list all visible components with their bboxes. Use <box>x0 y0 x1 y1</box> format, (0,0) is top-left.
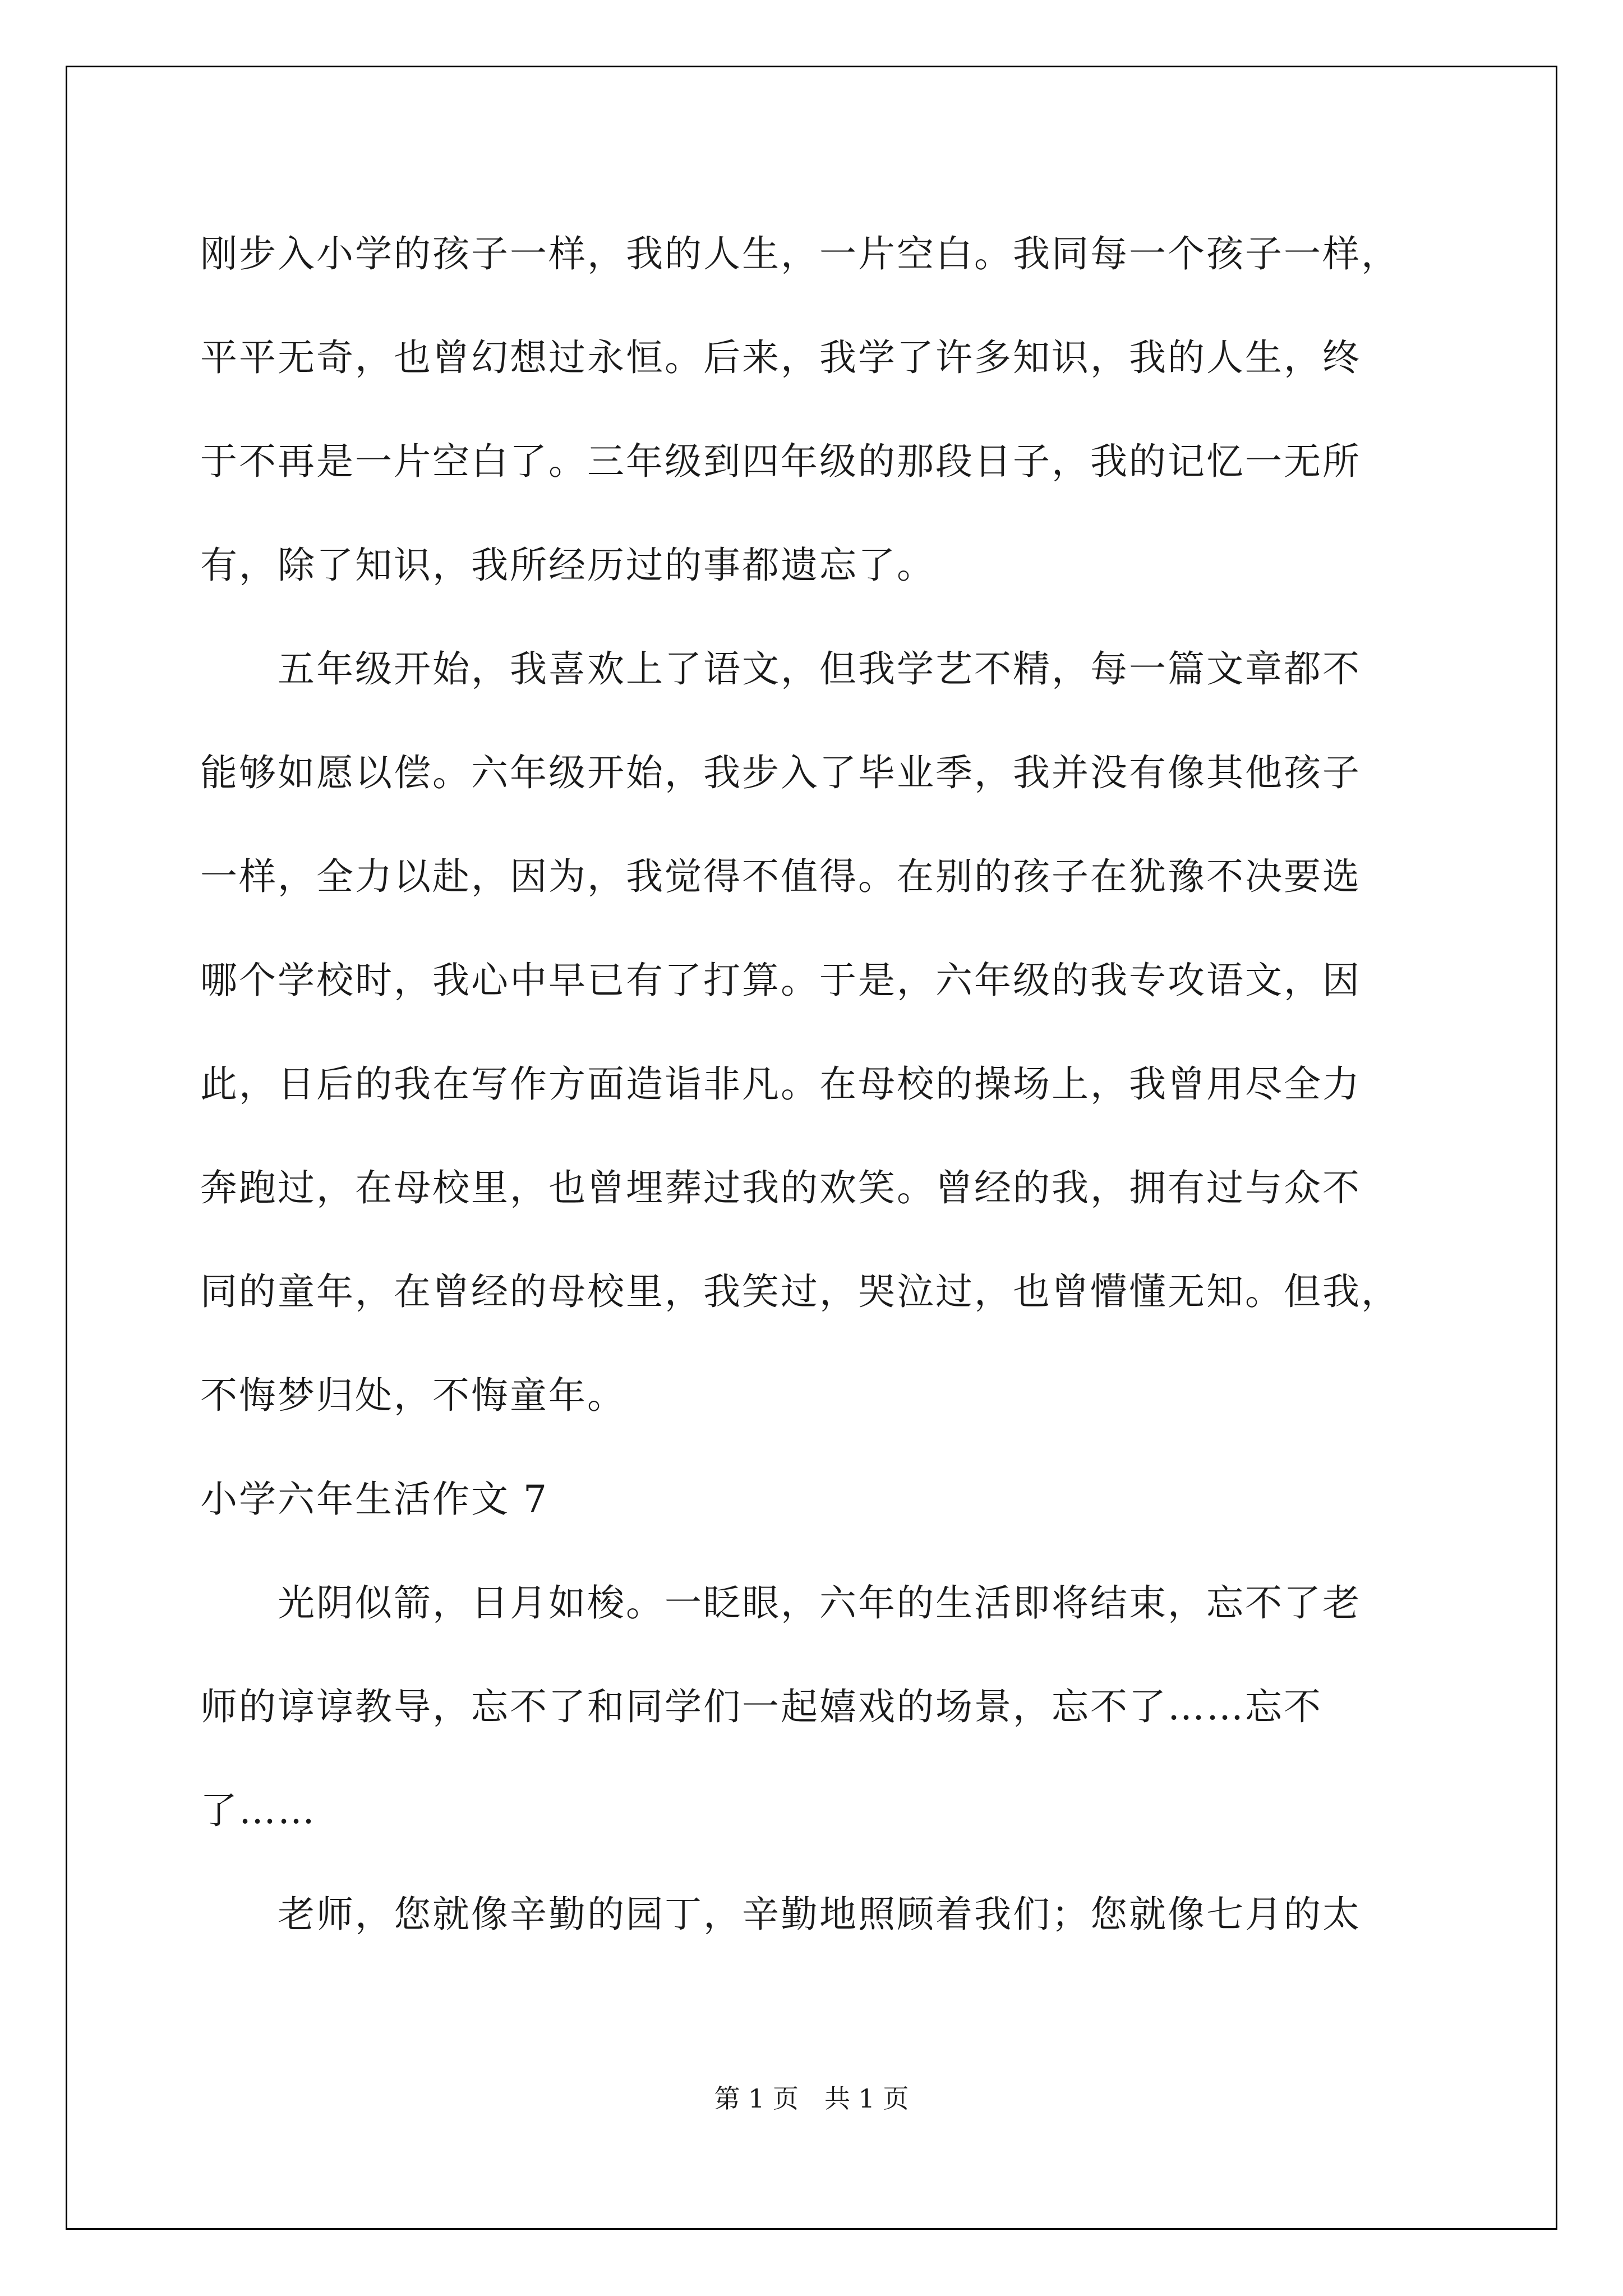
text-line: 光阴似箭，日月如梭。一眨眼，六年的生活即将结束，忘不了老 <box>200 1581 1361 1625</box>
text-line: 刚步入小学的孩子一样，我的人生，一片空白。我同每一个孩子一样， <box>200 232 1400 275</box>
text-line: 同的童年，在曾经的母校里，我笑过，哭泣过，也曾懵懂无知。但我， <box>200 1270 1400 1313</box>
text-line: 五年级开始，我喜欢上了语文，但我学艺不精，每一篇文章都不 <box>200 647 1361 691</box>
text-line: 了…… <box>200 1789 316 1832</box>
section-heading: 小学六年生活作文 7 <box>200 1478 548 1521</box>
text-line: 平平无奇，也曾幻想过永恒。后来，我学了许多知识，我的人生，终 <box>200 336 1361 379</box>
text-line: 有，除了知识，我所经历过的事都遗忘了。 <box>200 544 935 587</box>
text-line: 哪个学校时，我心中早已有了打算。于是，六年级的我专攻语文，因 <box>200 959 1361 1002</box>
text-line: 不悔梦归处，不悔童年。 <box>200 1374 626 1417</box>
text-line: 奔跑过，在母校里，也曾埋葬过我的欢笑。曾经的我，拥有过与众不 <box>200 1166 1361 1209</box>
text-line: 师的谆谆教导，忘不了和同学们一起嬉戏的场景，忘不了……忘不 <box>200 1685 1322 1728</box>
text-line: 一样，全力以赴，因为，我觉得不值得。在别的孩子在犹豫不决要选 <box>200 855 1361 898</box>
text-line: 于不再是一片空白了。三年级到四年级的那段日子，我的记忆一无所 <box>200 440 1361 483</box>
text-line: 此，日后的我在写作方面造诣非凡。在母校的操场上，我曾用尽全力 <box>200 1062 1361 1106</box>
document-body <box>200 202 1462 1966</box>
page-footer: 第 1 页 共 1 页 <box>714 2083 909 2114</box>
text-line: 老师，您就像辛勤的园丁，辛勤地照顾着我们；您就像七月的太 <box>200 1893 1361 1936</box>
text-line: 能够如愿以偿。六年级开始，我步入了毕业季，我并没有像其他孩子 <box>200 751 1361 794</box>
